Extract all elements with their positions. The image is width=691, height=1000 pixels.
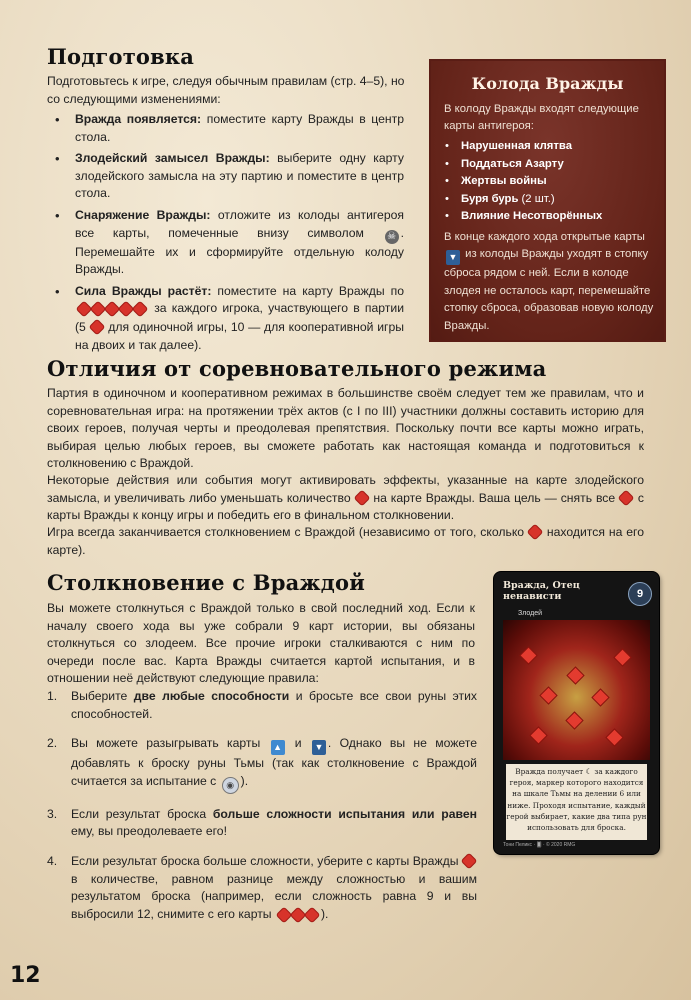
card-artwork: [503, 620, 650, 760]
clash-rule-3: 3. Если результат броска больше сложности испытания или равен ему, вы преодолеваете его!: [47, 806, 477, 839]
sidebar-intro: В колоду Вражды входят следующие карты антигероя:: [444, 103, 639, 133]
card-footer: Тони Пеликс · 🂠 · © 2020 RMG: [503, 842, 576, 848]
diff-title: Отличия от соревновательного режима: [47, 356, 547, 381]
rune-icon: [354, 491, 368, 505]
sidebar-item: • Буря бурь (2 шт.): [444, 191, 654, 209]
rune-icon: [90, 320, 104, 334]
prep-list: [47, 111, 404, 358]
card-title: Вражда, Отец ненависти: [503, 580, 580, 602]
sidebar-item: • Нарушенная клятва: [444, 138, 654, 156]
down-card-icon: ▼: [446, 250, 460, 265]
sidebar-item: • Жертвы войны: [444, 173, 654, 191]
clash-title: Столкновение с Враждой: [47, 570, 365, 595]
clash-intro: Вы можете столкнуться с Враждой только в свой последний ход. Если к началу своего хода вы уже собрали 9 карт истории, вы обязаны столкнуться со злодеем. Все прочие игроки сталкиваются с ним по очереди после вас. Карта Вражды считается картой испытания, и в отношении неё действуют следующие правила:: [47, 601, 475, 686]
down-card-icon: ▼: [312, 740, 326, 755]
diff-p2: Некоторые действия или события могут активировать эффекты, указанные на карте злодейского замысла, и увеличивать либо уменьшать количество на карте Вражды. Ваша цель — снять все с карты Вражды к концу игры и победить его в финальном столкновении.: [47, 473, 645, 523]
sidebar-item: • Поддаться Азарту: [444, 156, 654, 174]
prep-item-2: • Злодейский замысел Вражды: выберите одну карту злодейского замысла на эту партию и поместите в центр стола.: [47, 150, 404, 203]
clash-rule-1: 1. Выберите две любые способности и бросьте все свои руны этих способностей.: [47, 689, 477, 721]
prep-item-4: • Сила Вражды растёт: поместите на карту Вражды по за каждого игрока, участвующего в партии (5 для одиночной игры, 10 — для кооперативной игры на двоих и так далее).: [47, 283, 404, 354]
up-card-icon: ▲: [271, 740, 285, 755]
rune-icon: [528, 525, 542, 539]
clash-rule-4: 4. Если результат броска больше сложности, уберите с карты Вражды в количестве, равном разнице между сложностью и вашим результатом броска (например, если сложность равна 9 и вы выбросили 12, снимите с его карты ).: [47, 853, 477, 924]
challenge-eye-icon: ◉: [222, 777, 239, 794]
sidebar-outro: В конце каждого хода открытые карты ▼ из колоды Вражды уходят в стопку сброса рядом с ней. Если в колоде злодея не осталось карт, перемешайте стопку сброса, образовав новую колоду Вражды.: [444, 231, 654, 332]
diff-p1: Партия в одиночном и кооперативном режимах в большинстве своём следует тем же правилам, что и соревновательная игра: на протяжении трёх актов (с I по III) участники должны составить историю для своих героев, получая черты и преодолевая препятствия. Поскольку почти все карты можно играть, выбирая целью любых героев, вы сможете работать как настоящая команда и подготовиться к столкновению с Враждой.: [47, 386, 644, 471]
rune-row-icon: [277, 907, 319, 925]
card-type: Злодей: [518, 610, 543, 617]
prep-item-1: • Вражда появляется: поместите карту Вражды в центр стола.: [47, 111, 404, 146]
clash-rules: [47, 688, 477, 924]
rune-icon: [619, 491, 633, 505]
card-cost-badge: 9: [628, 582, 652, 606]
rune-row-icon: [77, 301, 147, 319]
diff-p3: Игра всегда заканчивается столкновением с Враждой (независимо от того, сколько находится на его карте).: [47, 525, 644, 557]
prep-intro: Подготовьтесь к игре, следуя обычным правилам (стр. 4–5), но со следующими изменениями:: [47, 74, 405, 106]
prep-title: Подготовка: [47, 44, 195, 69]
sidebar-list: [444, 138, 654, 226]
skull-icon: ☠: [385, 230, 399, 244]
prep-item-3: • Снаряжение Вражды: отложите из колоды антигероя все карты, помеченные внизу символом ☠ . Перемешайте их и сформируйте отдельную колоду Вражды.: [47, 207, 404, 279]
rune-icon: [462, 854, 476, 868]
enmity-card-illustration: [494, 572, 659, 854]
sidebar-title: Колода Вражды: [471, 74, 624, 93]
clash-rule-2: 2. Вы можете разыгрывать карты ▲ и ▼ . Однако вы не можете добавлять к броску руны Тьмы (так как столкновение с Враждой считается за испытание с ◉ ).: [47, 735, 477, 794]
sidebar-enmity-deck: [431, 61, 664, 340]
page-number: 12: [10, 963, 41, 988]
card-rules-text: Вражда получает ☾ за каждого героя, маркер которого находится на шкале Тьмы на делении 6 или ниже. Проходя испытание, каждый герой выбирает, какие два типа рун использовать для броска.: [506, 764, 647, 840]
sidebar-item: • Влияние Несотворённых: [444, 208, 654, 226]
